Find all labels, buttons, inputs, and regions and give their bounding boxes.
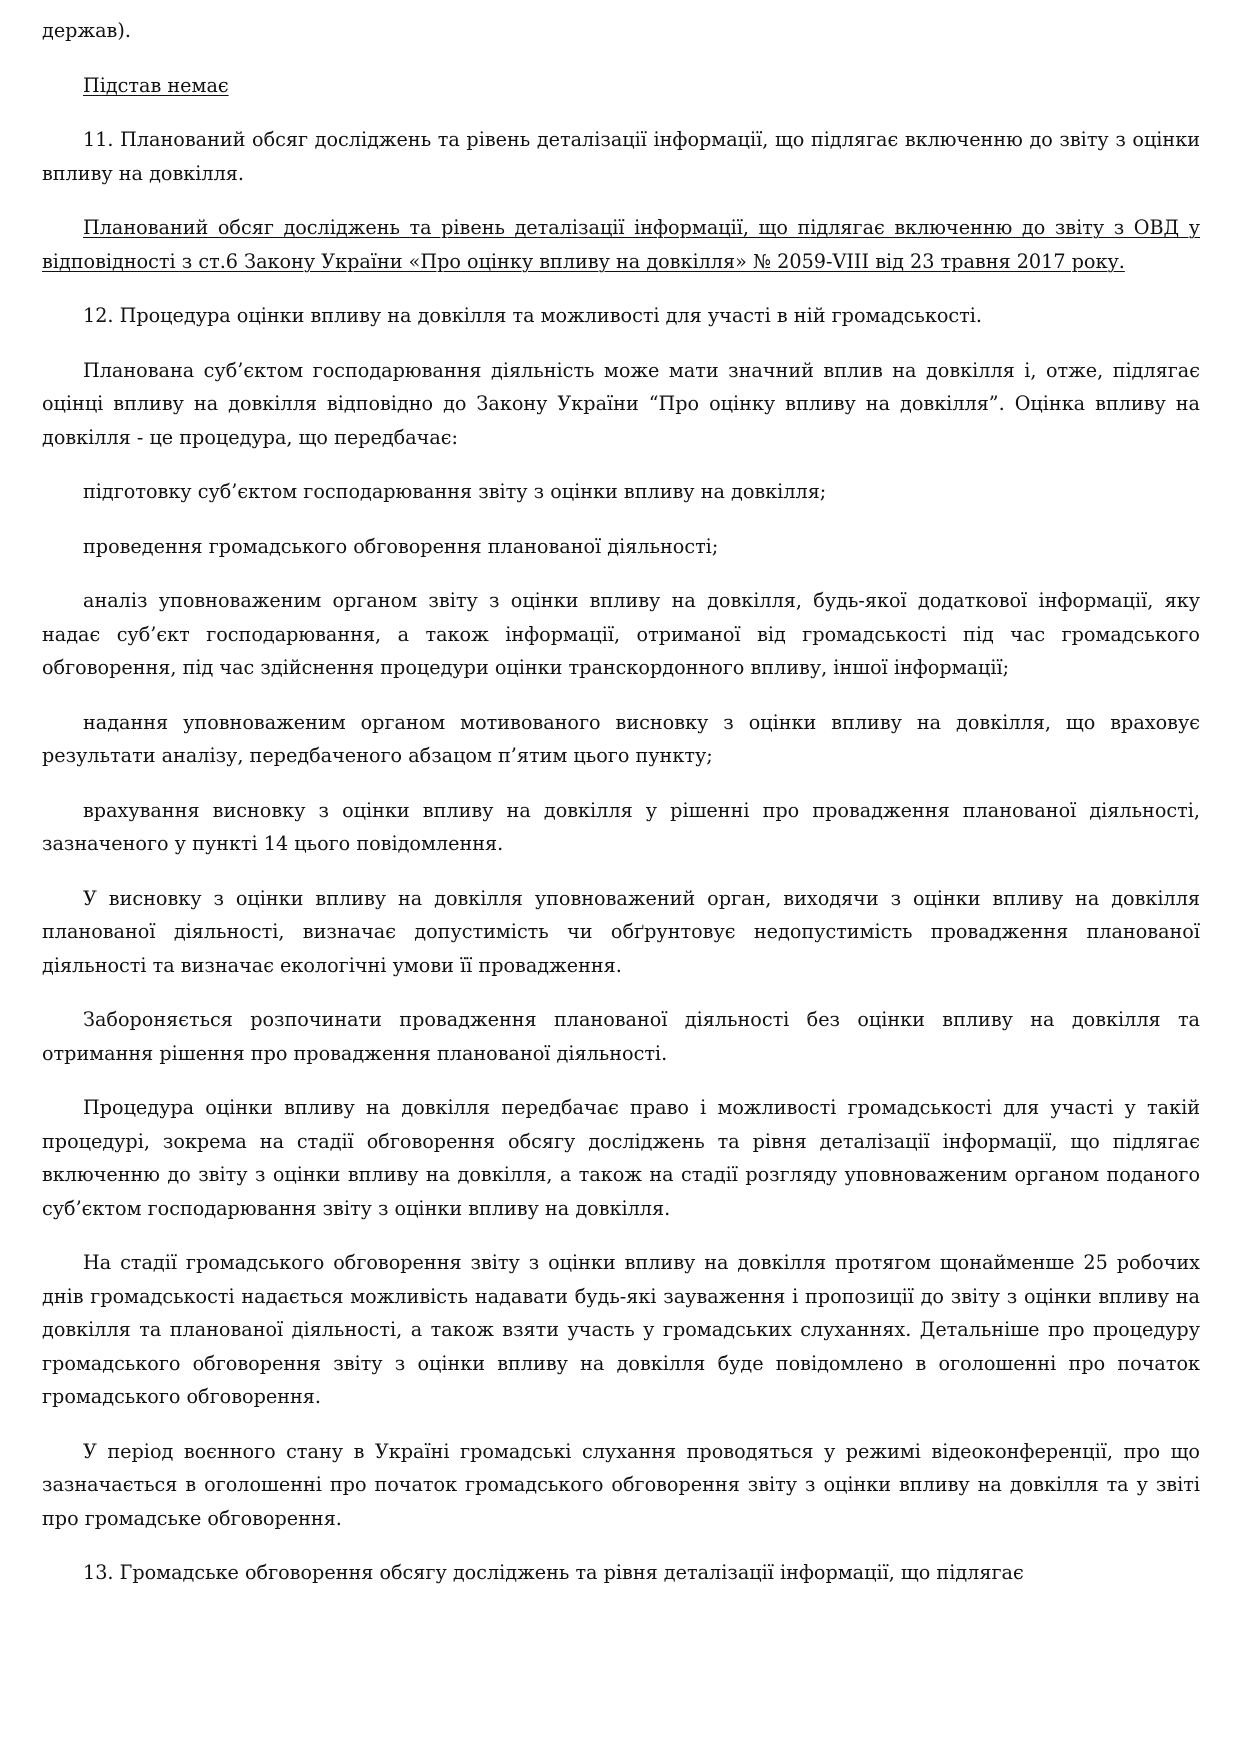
paragraph-item-11-answer: Планований обсяг досліджень та рівень деталізації інформації, що підлягає включенню до звіту з ОВД у відповідності з ст.6 Закону України «Про оцінку впливу на довкілля» № 2059-VIII від 23 травня 2017 року.: [42, 216, 1200, 273]
paragraph-step-preparation: підготовку суб’єктом господарювання звіту з оцінки впливу на довкілля;: [83, 480, 827, 503]
paragraph-public-discussion-stage: На стадії громадського обговорення звіту з оцінки впливу на довкілля протягом щонайменше 25 робочих днів громадськості надається можливість надавати будь-які зауваження і пропозиції до звіту з оцінки впливу на довкілля та планованої діяльності, а також взяти участь у громадських слуханнях. Детальніше про процедуру громадського обговорення звіту з оцінки впливу на довкілля буде повідомлено в оголошенні про початок громадського обговорення.: [42, 1251, 1200, 1408]
paragraph-prohibition: Забороняється розпочинати провадження планованої діяльності без оцінки впливу на довкілля та отримання рішення про провадження планованої діяльності.: [42, 1008, 1200, 1065]
paragraph-step-analysis: аналіз уповноваженим органом звіту з оцінки впливу на довкілля, будь-якої додаткової інформації, яку надає суб’єкт господарювання, а також інформації, отриманої від громадськості під час громадського обговорення, під час здійснення процедури оцінки транскордонного впливу, іншої інформації;: [42, 589, 1200, 679]
paragraph-step-conclusion: надання уповноваженим органом мотивованого висновку з оцінки впливу на довкілля, що враховує результати аналізу, передбаченого абзацом п’ятим цього пункту;: [42, 710, 1200, 767]
paragraph-step-discussion: проведення громадського обговорення планованої діяльності;: [83, 534, 719, 558]
document-page: [42, 14, 1200, 1611]
paragraph-public-rights: Процедура оцінки впливу на довкілля передбачає право і можливості громадськості для участі у такій процедурі, зокрема на стадії обговорення обсягу досліджень та рівня деталізації інформації, що підлягає включенню до звіту з оцінки впливу на довкілля, а також на стадії розгляду уповноваженим органом поданого суб’єктом господарювання звіту з оцінки впливу на довкілля.: [42, 1096, 1200, 1220]
paragraph-conclusion-content: У висновку з оцінки впливу на довкілля уповноважений орган, виходячи з оцінки впливу на довкілля планованої діяльності, визначає допустимість чи обґрунтовує недопустимість провадження планованої діяльності та визначає екологічні умови її провадження.: [42, 886, 1200, 977]
paragraph-continuation: держав).: [42, 19, 131, 42]
paragraph-item-13-heading: 13. Громадське обговорення обсягу досліджень та рівня деталізації інформації, що підлягає: [83, 1561, 1024, 1584]
paragraph-eia-intro: Планована суб’єктом господарювання діяльність може мати значний вплив на довкілля і, отже, підлягає оцінці впливу на довкілля відповідно до Закону України “Про оцінку впливу на довкілля”. Оцінка впливу на довкілля - це процедура, що передбачає:: [42, 358, 1200, 449]
paragraph-item-11-heading: 11. Планований обсяг досліджень та рівень деталізації інформації, що підлягає включенню до звіту з оцінки впливу на довкілля.: [42, 128, 1200, 185]
paragraph-step-decision: врахування висновку з оцінки впливу на довкілля у рішенні про провадження планованої діяльності, зазначеного у пункті 14 цього повідомлення.: [42, 798, 1200, 855]
paragraph-no-grounds: Підстав немає: [83, 73, 229, 97]
paragraph-item-12-heading: 12. Процедура оцінки впливу на довкілля та можливості для участі в ній громадськості.: [83, 304, 983, 327]
paragraph-martial-law: У період воєнного стану в Україні громадські слухання проводяться у режимі відеоконференції, про що зазначається в оголошенні про початок громадського обговорення звіту з оцінки впливу на довкілля та у звіті про громадське обговорення.: [42, 1439, 1200, 1530]
